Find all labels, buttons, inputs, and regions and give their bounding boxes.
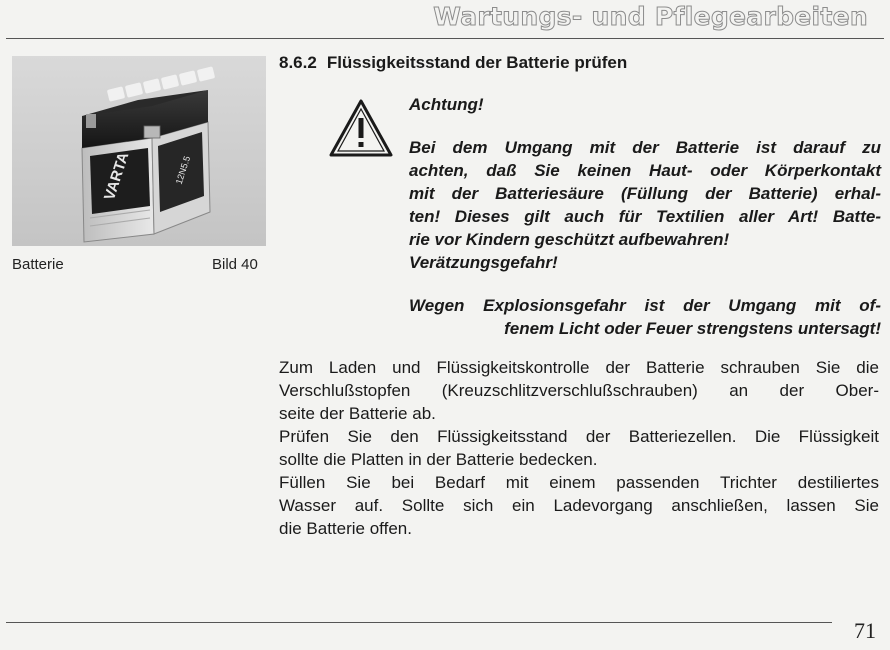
warning-line: rie vor Kindern geschützt aufbewahren! xyxy=(409,230,730,249)
page-header-title: Wartungs- und Pflegearbeiten xyxy=(433,2,868,31)
section-title xyxy=(279,53,627,73)
warning-heading: Achtung! xyxy=(409,95,484,114)
warning-line: Bei dem Umgang mit der Batterie ist darauf zu xyxy=(409,138,881,157)
body-line: Füllen Sie bei Bedarf mit einem passenden Trichter destiliertes xyxy=(279,473,879,492)
body-line: sollte die Platten in der Batterie bedecken. xyxy=(279,450,598,469)
explosion-warning xyxy=(409,294,881,340)
instruction-text xyxy=(279,356,879,540)
instruction-paragraph xyxy=(279,356,879,425)
page-number: 71 xyxy=(854,618,876,643)
battery-brand-label: VARTA xyxy=(101,150,133,203)
battery-photo xyxy=(12,56,266,246)
warning-line: ten! Dieses gilt auch für Textilien aller Art! Batte- xyxy=(409,207,881,226)
warning-text xyxy=(409,136,881,274)
body-line: Wasser auf. Sollte sich ein Ladevorgang anschließen, lassen Sie xyxy=(279,496,879,515)
explosion-line: Wegen Explosionsgefahr ist der Umgang mit of- xyxy=(409,296,881,315)
warning-line: mit der Batteriesäure (Füllung der Batterie) erhal- xyxy=(409,184,881,203)
warning-line: Verätzungsgefahr! xyxy=(409,253,558,272)
body-line: seite der Batterie ab. xyxy=(279,404,436,423)
body-line: die Batterie offen. xyxy=(279,519,412,538)
warning-line: achten, daß Sie keinen Haut- oder Körperkontakt xyxy=(409,161,881,180)
warning-triangle-icon xyxy=(328,98,394,158)
instruction-paragraph xyxy=(279,425,879,471)
explosion-line: fenem Licht oder Feuer strengstens untersagt! xyxy=(504,319,881,338)
body-line: Prüfen Sie den Flüssigkeitsstand der Batteriezellen. Die Flüssigkeit xyxy=(279,427,879,446)
body-line: Verschlußstopfen (Kreuzschlitzverschlußschrauben) an der Ober- xyxy=(279,381,879,400)
footer-rule xyxy=(6,622,832,623)
instruction-paragraph xyxy=(279,471,879,540)
figure-label: Bild 40 xyxy=(212,256,258,273)
header-rule xyxy=(6,38,884,39)
body-line: Zum Laden und Flüssigkeitskontrolle der Batterie schrauben Sie die xyxy=(279,358,879,377)
battery-model-label: 12N5.5 xyxy=(173,154,193,186)
figure-caption: Batterie xyxy=(12,256,64,273)
battery-illustration xyxy=(12,56,266,246)
section-number: 8.6.2 xyxy=(279,53,317,72)
section-title-text: Flüssigkeitsstand der Batterie prüfen xyxy=(326,53,628,72)
